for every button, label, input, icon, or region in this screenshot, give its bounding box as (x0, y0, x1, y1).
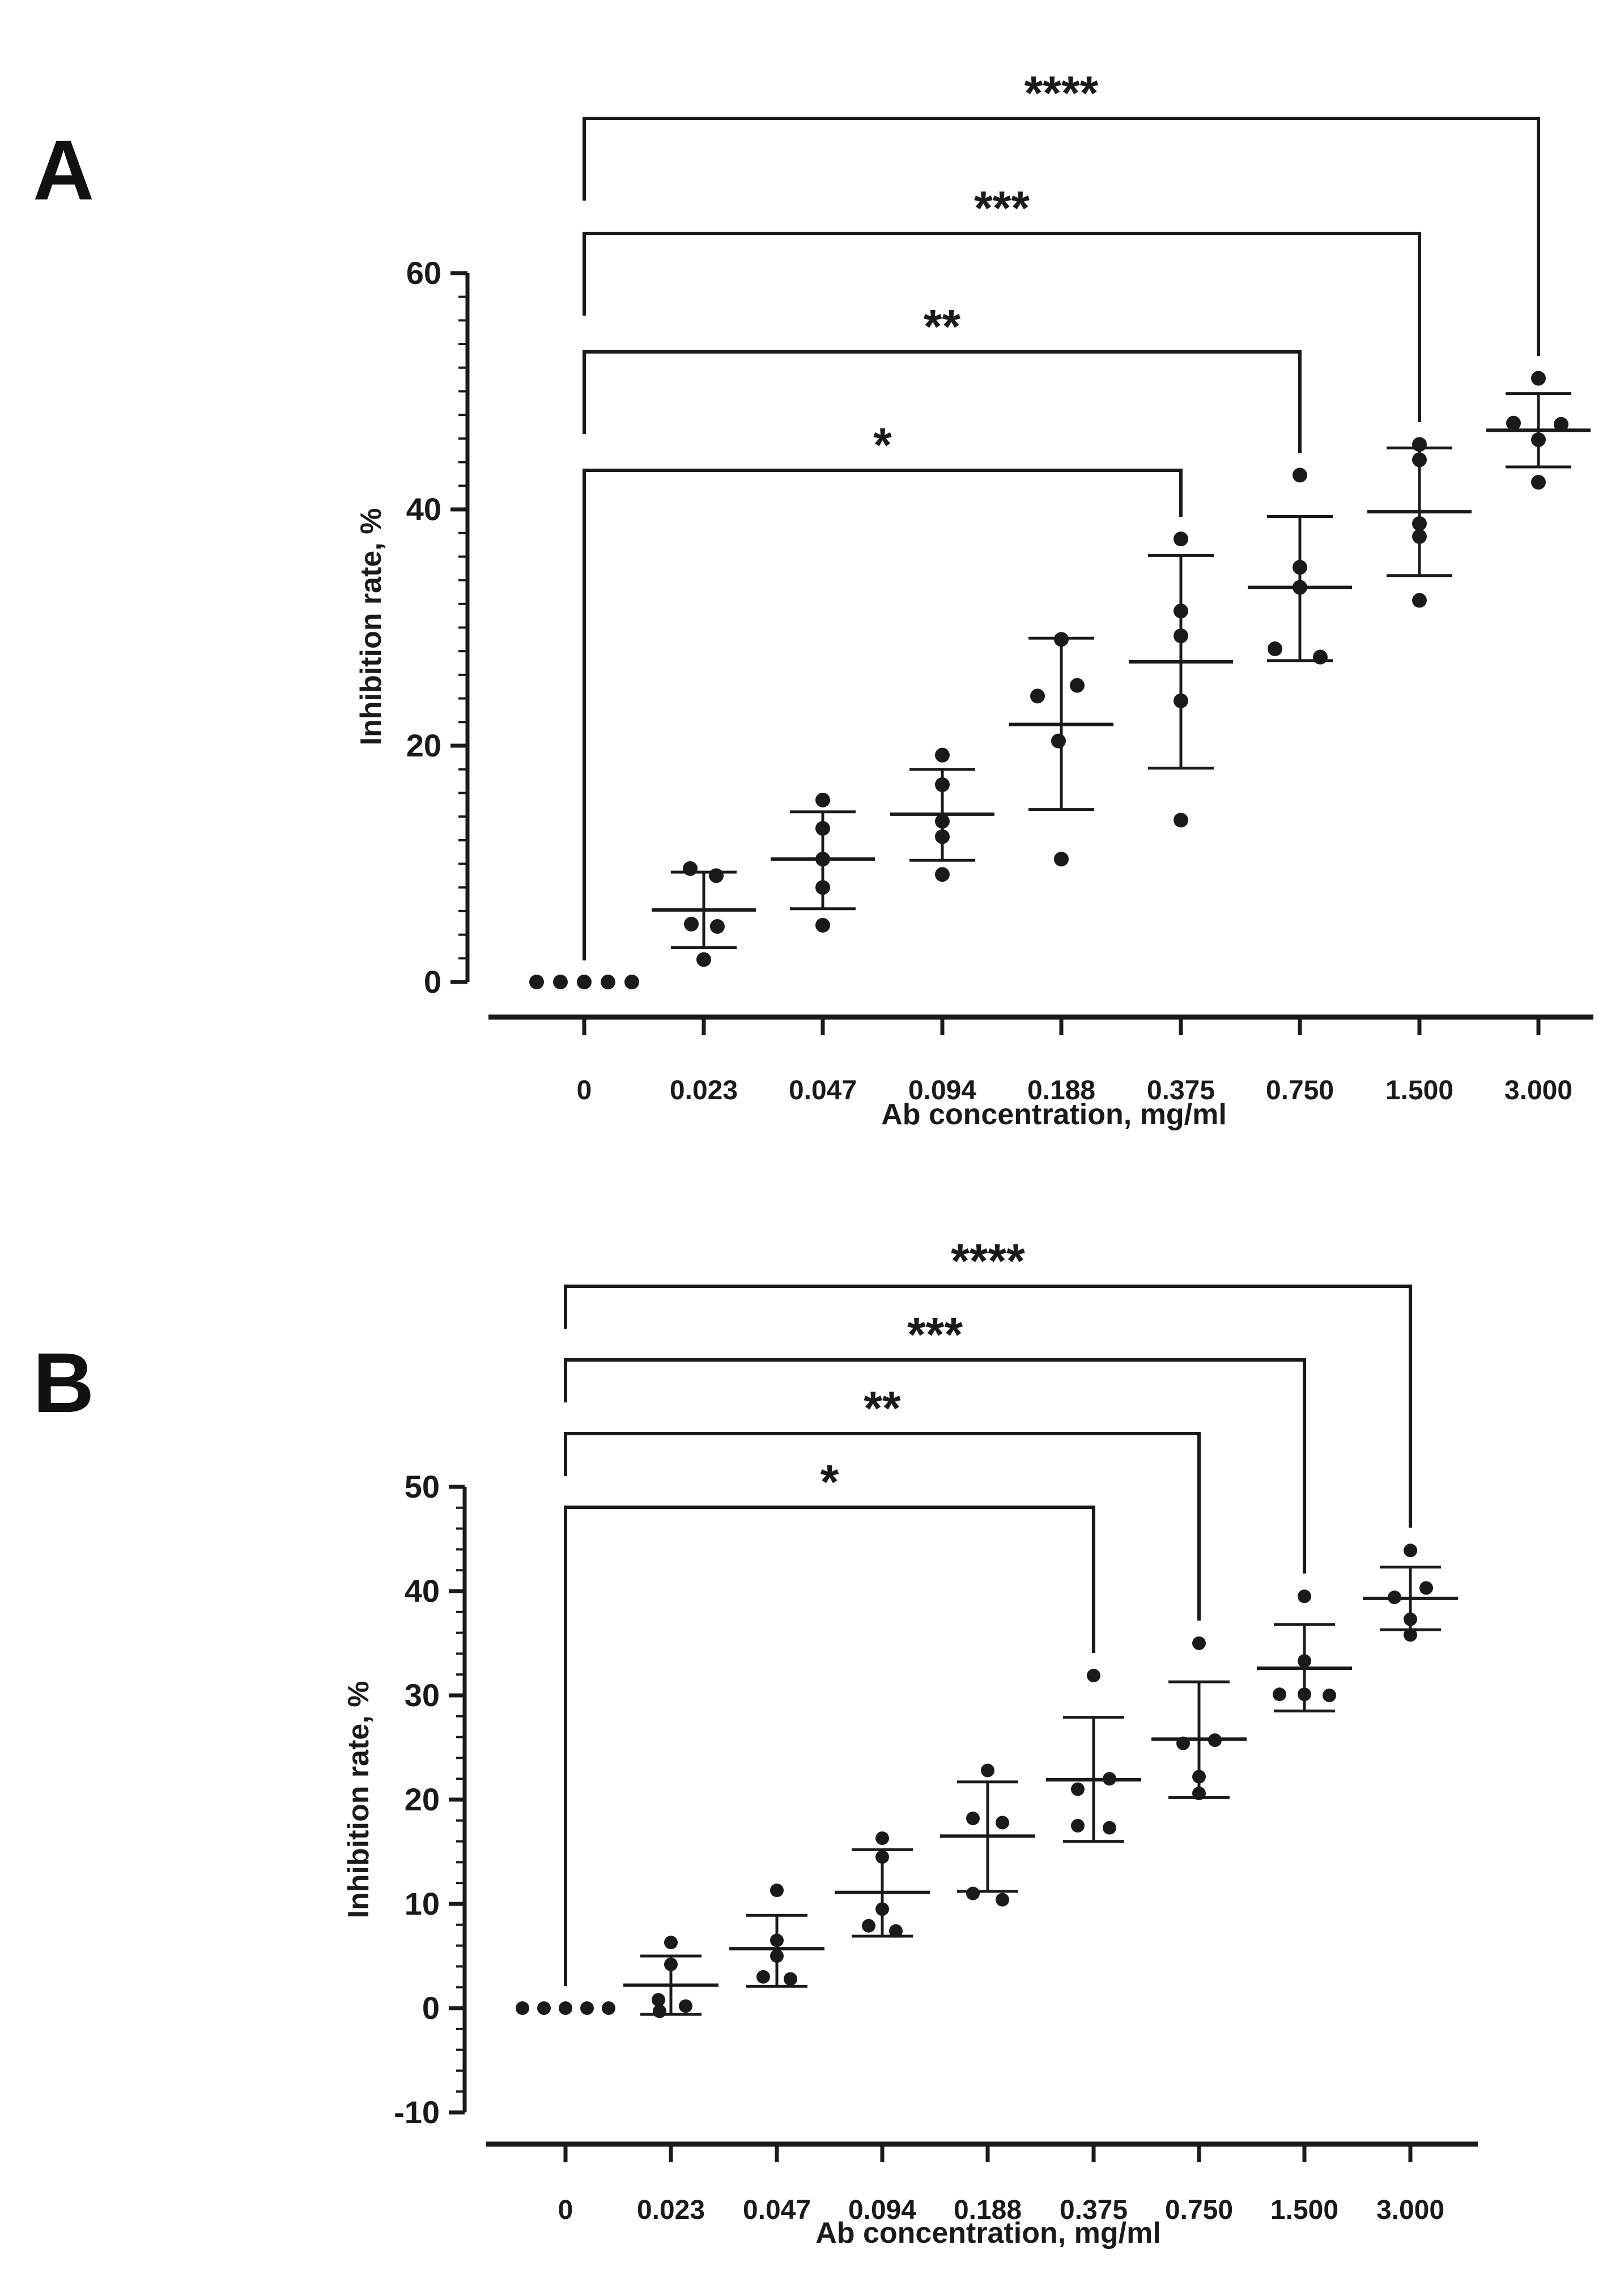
sig-label: ** (864, 1381, 901, 1435)
x-tick-label: 0.188 (1027, 1075, 1096, 1106)
x-tick-label: 3.000 (1376, 2195, 1445, 2225)
x-tick-label: 0.375 (1059, 2195, 1128, 2225)
x-tick-label: 0.188 (953, 2195, 1022, 2225)
y-tick-label: 40 (406, 491, 441, 527)
data-point (1412, 437, 1427, 452)
data-point (862, 1919, 875, 1933)
data-point (966, 1887, 980, 1900)
data-point (935, 777, 950, 792)
data-point (1404, 1628, 1417, 1642)
data-point (1103, 1821, 1116, 1835)
data-point (1298, 1687, 1311, 1701)
data-point (1412, 593, 1427, 608)
data-point (875, 1902, 889, 1916)
x-tick-label: 0.750 (1164, 2195, 1234, 2225)
data-point (1030, 688, 1045, 703)
sig-label: * (873, 418, 892, 471)
data-point (1531, 371, 1546, 386)
data-point (679, 1999, 692, 2013)
data-point (815, 821, 830, 836)
data-point (602, 2001, 615, 2015)
data-point (1071, 1783, 1085, 1796)
data-point (1192, 1636, 1206, 1650)
data-point (1419, 1581, 1433, 1595)
data-point (1298, 1589, 1311, 1603)
data-point (966, 1812, 980, 1825)
data-point (1531, 475, 1546, 490)
y-tick-label: 0 (422, 1990, 440, 2026)
data-point (1404, 1544, 1417, 1557)
data-point (1054, 632, 1069, 647)
x-tick-label: 1.500 (1270, 2195, 1339, 2225)
data-point (1051, 734, 1066, 749)
panel-b-y-axis-title: Inhibition rate, % (342, 1681, 375, 1919)
data-point (981, 1763, 994, 1777)
data-point (1293, 468, 1307, 483)
data-point (1388, 1591, 1401, 1604)
sig-label: *** (907, 1308, 963, 1361)
sig-label: * (820, 1455, 839, 1508)
data-point (529, 975, 544, 989)
data-point (577, 975, 592, 989)
data-point (1298, 1654, 1311, 1668)
x-tick-label: 0.047 (742, 2195, 811, 2225)
x-tick-label: 0.023 (669, 1075, 738, 1106)
data-point (1323, 1689, 1336, 1702)
data-point (815, 852, 830, 866)
data-point (683, 861, 698, 876)
panel-b-label: B (33, 1335, 95, 1430)
data-point (1070, 678, 1085, 693)
y-tick-label: 40 (404, 1573, 440, 1609)
x-tick-label: 0.094 (848, 2195, 917, 2225)
x-tick-label: 3.000 (1504, 1075, 1573, 1106)
data-point (1412, 452, 1427, 467)
x-tick-label: 0.094 (908, 1075, 977, 1106)
x-tick-label: 0 (576, 1075, 592, 1106)
data-point (889, 1924, 903, 1938)
x-tick-label: 0.047 (788, 1075, 857, 1106)
sig-label: *** (973, 181, 1030, 235)
data-point (935, 830, 950, 844)
x-tick-label: 0.750 (1265, 1075, 1334, 1106)
y-tick-label: 0 (423, 964, 441, 1000)
data-point (559, 2001, 572, 2015)
x-tick-label: 0.375 (1146, 1075, 1215, 1106)
sig-label: **** (1024, 66, 1099, 120)
data-point (875, 1850, 889, 1864)
data-point (624, 975, 639, 989)
data-point (1554, 417, 1568, 432)
data-point (1208, 1733, 1222, 1747)
sig-label: ** (923, 300, 961, 353)
data-point (1103, 1772, 1116, 1785)
data-point (1412, 516, 1427, 531)
data-point (1293, 560, 1307, 575)
y-tick-label: 30 (404, 1677, 440, 1713)
y-tick-label: 10 (404, 1886, 440, 1921)
data-point (1174, 694, 1188, 708)
data-point (580, 2001, 594, 2015)
data-point (1174, 628, 1188, 643)
data-point (1174, 603, 1188, 618)
panel-b-x-axis-title: Ab concentration, mg/ml (815, 2217, 1161, 2250)
x-tick-label: 1.500 (1385, 1075, 1454, 1106)
data-point (935, 748, 950, 763)
data-point (1412, 529, 1427, 544)
data-point (1531, 432, 1546, 447)
data-point (1192, 1770, 1206, 1784)
data-point (1273, 1687, 1286, 1701)
data-point (996, 1815, 1009, 1829)
data-point (710, 919, 725, 934)
y-tick-label: 50 (404, 1469, 440, 1504)
data-point (770, 1933, 784, 1947)
data-point (601, 975, 615, 989)
data-point (1268, 641, 1282, 656)
data-point (1071, 1819, 1085, 1832)
data-point (996, 1893, 1009, 1907)
data-point (1192, 1787, 1206, 1800)
data-point (935, 867, 950, 882)
panel-a-label: A (33, 122, 95, 218)
x-tick-label: 0 (558, 2195, 573, 2225)
y-tick-label: 20 (404, 1781, 440, 1817)
x-tick-label: 0.023 (636, 2195, 705, 2225)
data-point (1313, 650, 1328, 665)
sig-label: **** (951, 1234, 1025, 1287)
data-point (756, 1970, 770, 1984)
data-point (935, 814, 950, 828)
data-point (815, 918, 830, 933)
data-point (815, 793, 830, 807)
y-tick-label: -10 (394, 2094, 440, 2130)
panel-a-y-axis-title: Inhibition rate, % (355, 508, 388, 746)
data-point (875, 1831, 889, 1845)
data-point (537, 2001, 551, 2015)
data-point (784, 1972, 797, 1985)
data-point (1404, 1613, 1417, 1626)
data-point (1087, 1669, 1100, 1682)
data-point (1176, 1737, 1190, 1750)
data-point (1174, 532, 1188, 546)
data-point (516, 2001, 529, 2015)
data-point (696, 952, 711, 967)
data-point (1174, 813, 1188, 827)
data-point (652, 1993, 665, 2006)
data-point (653, 2005, 666, 2018)
data-point (1054, 852, 1069, 866)
data-point (664, 1936, 678, 1949)
data-point (815, 880, 830, 895)
data-point (684, 917, 699, 932)
y-tick-label: 60 (406, 255, 441, 291)
data-point (1506, 416, 1521, 431)
y-tick-label: 20 (406, 728, 441, 763)
data-point (1293, 580, 1307, 595)
data-point (709, 868, 724, 883)
data-point (770, 1949, 784, 1963)
data-point (664, 1958, 678, 1971)
data-point (770, 1883, 784, 1897)
panel-a-x-axis-title: Ab concentration, mg/ml (881, 1098, 1227, 1131)
data-point (553, 975, 568, 989)
